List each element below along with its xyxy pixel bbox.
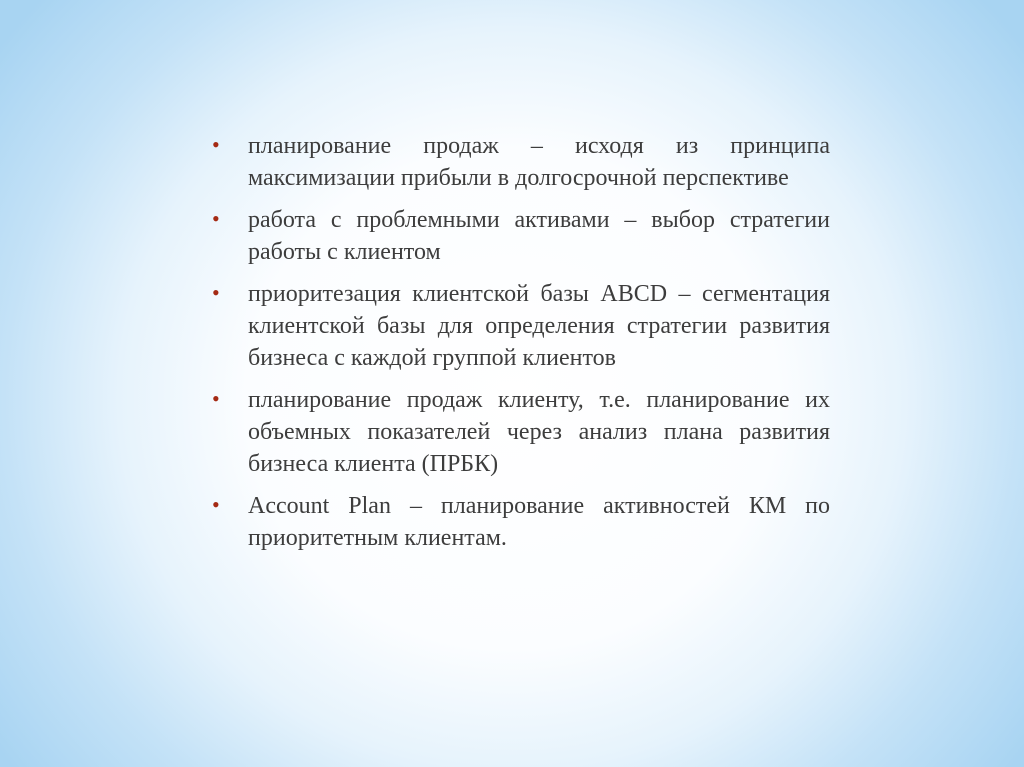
list-item xyxy=(212,130,830,194)
bullet-dot-icon: • xyxy=(212,280,220,305)
bullet-dot-icon: • xyxy=(212,492,220,517)
list-item xyxy=(212,204,830,268)
list-item-text: приоритезация клиентской базы ABCD – сегментация клиентской базы для определения стратегии развития бизнеса с каждой группой клиентов xyxy=(248,281,830,371)
list-item xyxy=(212,384,830,480)
bullet-list xyxy=(212,130,830,564)
list-item xyxy=(212,490,830,554)
list-item-text: планирование продаж – исходя из принципа максимизации прибыли в долгосрочной перспективе xyxy=(248,133,830,191)
bullet-dot-icon: • xyxy=(212,386,220,411)
list-item-text: планирование продаж клиенту, т.е. планирование их объемных показателей через анализ плана развития бизнеса клиента (ПРБК) xyxy=(248,387,830,477)
bullet-dot-icon: • xyxy=(212,132,220,157)
list-item-text: работа с проблемными активами – выбор стратегии работы с клиентом xyxy=(248,207,830,265)
list-item-text: Account Plan – планирование активностей КМ по приоритетным клиентам. xyxy=(248,493,830,551)
list-item xyxy=(212,278,830,374)
bullet-dot-icon: • xyxy=(212,206,220,231)
